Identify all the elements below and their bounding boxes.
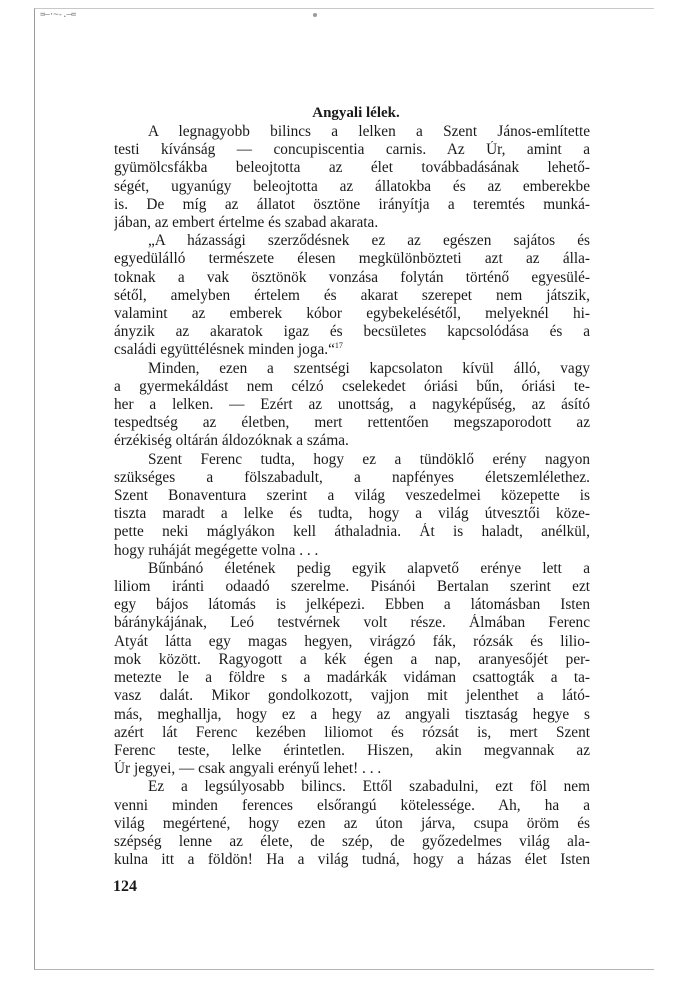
line-text: gyümölcsfákba beleojtotta az élet továbbadásának lehető-: [114, 159, 590, 177]
line-text: valamint az emberek kóbor egybekelésétől, melyeknél hi-: [114, 305, 590, 323]
text-line: [114, 214, 590, 232]
line-text: toknak a vak ösztönök vonzása folytán történő egyesülé-: [114, 268, 590, 286]
line-text: családi együttélésnek minden joga.“: [114, 341, 335, 359]
text-line: [114, 323, 590, 341]
text-line: [114, 505, 590, 523]
text-line: [114, 633, 590, 651]
line-text: kulna itt a földön! Ha a világ tudná, hogy a házas élet Isten: [114, 851, 590, 869]
text-line: [114, 123, 590, 141]
text-line: [114, 542, 590, 560]
text-line: [114, 250, 590, 268]
line-text: Bűnbánó életének pedig egyik alapvető erénye lett a: [148, 559, 590, 577]
text-line: [114, 742, 590, 760]
line-text: azért lát Ferenc kezében liliomot és rózsát is, mert Szent: [114, 723, 590, 741]
text-line: [114, 196, 590, 214]
text-line: [114, 360, 590, 378]
line-text: a gyermekáldást nem célzó cselekedet óriási bűn, óriási te-: [114, 377, 590, 395]
text-line: [114, 305, 590, 323]
text-line: [114, 287, 590, 305]
line-text: Úr jegyei, — csak angyali erényű lehet! . . .: [114, 760, 382, 778]
text-line: [114, 669, 590, 687]
line-text: vasz dalát. Mikor gondolkozott, vajjon mit jelenthet a látó-: [114, 687, 590, 705]
line-text: szükséges a fölszabadult, a napfényes életszemlélethez.: [114, 468, 590, 486]
text-line: [114, 706, 590, 724]
paragraph: [114, 360, 590, 451]
text-line: [114, 797, 590, 815]
line-text: pette neki máglyákon kell áthaladnia. Át is haladt, anélkül,: [114, 523, 590, 541]
line-text: tespedtség az életben, mert rettentően megszaporodott az: [114, 414, 590, 432]
footnote-reference: 17: [334, 341, 343, 351]
line-text: testi kívánság — concupiscentia carnis. Az Úr, amint a: [114, 141, 590, 159]
line-text: metezte le a földre s a madárkák vidáman csattogták a ta-: [114, 669, 590, 687]
text-line: [114, 341, 590, 359]
line-text: ányzik az akaratok igaz és becsületes kapcsolódása és a: [114, 323, 590, 341]
text-line: [114, 560, 590, 578]
paragraph: [114, 123, 590, 232]
text-line: [114, 833, 590, 851]
line-text: Szent Bonaventura szerint a világ veszedelmei közepette is: [114, 487, 590, 505]
scan-edge-marks: =—·~-.—=: [40, 10, 76, 20]
line-text: „A házassági szerződésnek ez az egészen sajátos és: [148, 232, 590, 250]
text-line: [114, 687, 590, 705]
text-line: [114, 432, 590, 450]
line-text: Szent Ferenc tudta, hogy ez a tündöklő erény nagyon: [148, 450, 590, 468]
text-line: [114, 614, 590, 632]
text-line: [114, 487, 590, 505]
line-text: liliom iránti odaadó szerelme. Pisánói Bertalan szerint ezt: [114, 578, 590, 596]
line-text: egy bájos látomás is jelképezi. Ebben a látomásban Isten: [114, 596, 590, 614]
text-line: [114, 414, 590, 432]
text-line: [114, 578, 590, 596]
line-text: venni minden ferences elsőrangú kötelessége. Ah, ha a: [114, 796, 590, 814]
text-line: [114, 396, 590, 414]
text-line: [114, 724, 590, 742]
paragraph: [114, 778, 590, 869]
line-text: Minden, ezen a szentségi kapcsolaton kívül álló, vagy: [148, 359, 590, 377]
body-text: [114, 123, 590, 869]
text-line: [114, 815, 590, 833]
paragraph: [114, 232, 590, 359]
paragraph: [114, 560, 590, 778]
line-text: sétől, amelyben értelem és akarat szerepet nem játszik,: [114, 286, 590, 304]
scan-speck: [313, 13, 317, 17]
text-line: [114, 469, 590, 487]
line-text: más, meghallja, hogy ez a hegy az angyali tisztaság hegye s: [114, 705, 590, 723]
text-line: [114, 451, 590, 469]
line-text: szépség lenne az élete, de szép, de győzedelmes világ ala-: [114, 832, 590, 850]
paragraph: [114, 451, 590, 560]
line-text: Ferenc teste, lelke érintetlen. Hiszen, akin megvannak az: [114, 741, 590, 759]
text-line: [114, 269, 590, 287]
text-line: [114, 851, 590, 869]
line-text: hogy ruháját megégette volna . . .: [114, 541, 319, 559]
line-text: Atyát látta egy magas hegyen, virágzó fák, rózsák és lilio-: [114, 632, 590, 650]
line-text: Ez a legsúlyosabb bilincs. Ettől szabadulni, ezt föl nem: [148, 778, 590, 796]
line-text: világ megértené, hogy ezen az úton járva, csupa öröm és: [114, 814, 590, 832]
page-number: 124: [113, 878, 137, 895]
line-text: egyedülálló természete élesen megkülönbözteti azt az álla-: [114, 250, 590, 268]
text-line: [114, 760, 590, 778]
line-text: her a lelken. — Ezért az unottság, a nagyképűség, az ásító: [114, 396, 590, 414]
line-text: mok között. Ragyogott a kék égen a nap, aranyesőjét per-: [114, 650, 590, 668]
line-text: báránykájának, Leó testvérnek volt része. Álmában Ferenc: [114, 614, 590, 632]
text-line: [114, 178, 590, 196]
line-text: jában, az embert értelme és szabad akarata.: [114, 214, 379, 232]
text-line: [114, 378, 590, 396]
chapter-heading: Angyali lélek.: [312, 105, 400, 121]
line-text: is. De míg az állatot ösztöne irányítja a teremtés munká-: [114, 195, 590, 213]
text-line: [114, 232, 590, 250]
text-line: [114, 159, 590, 177]
text-line: [114, 596, 590, 614]
text-line: [114, 651, 590, 669]
text-block: [114, 103, 590, 869]
line-text: tiszta maradt a lelke és tudta, hogy a világ útvesztői köze-: [114, 505, 590, 523]
text-line: [114, 523, 590, 541]
line-text: A legnagyobb bilincs a lelken a Szent János-említette: [148, 123, 590, 140]
line-text: ségét, ugyanúgy beleojtotta az állatokba és az emberekbe: [114, 177, 590, 195]
text-line: [114, 141, 590, 159]
line-text: érzékiség oltárán áldozóknak a száma.: [114, 432, 349, 450]
text-line: [114, 778, 590, 796]
